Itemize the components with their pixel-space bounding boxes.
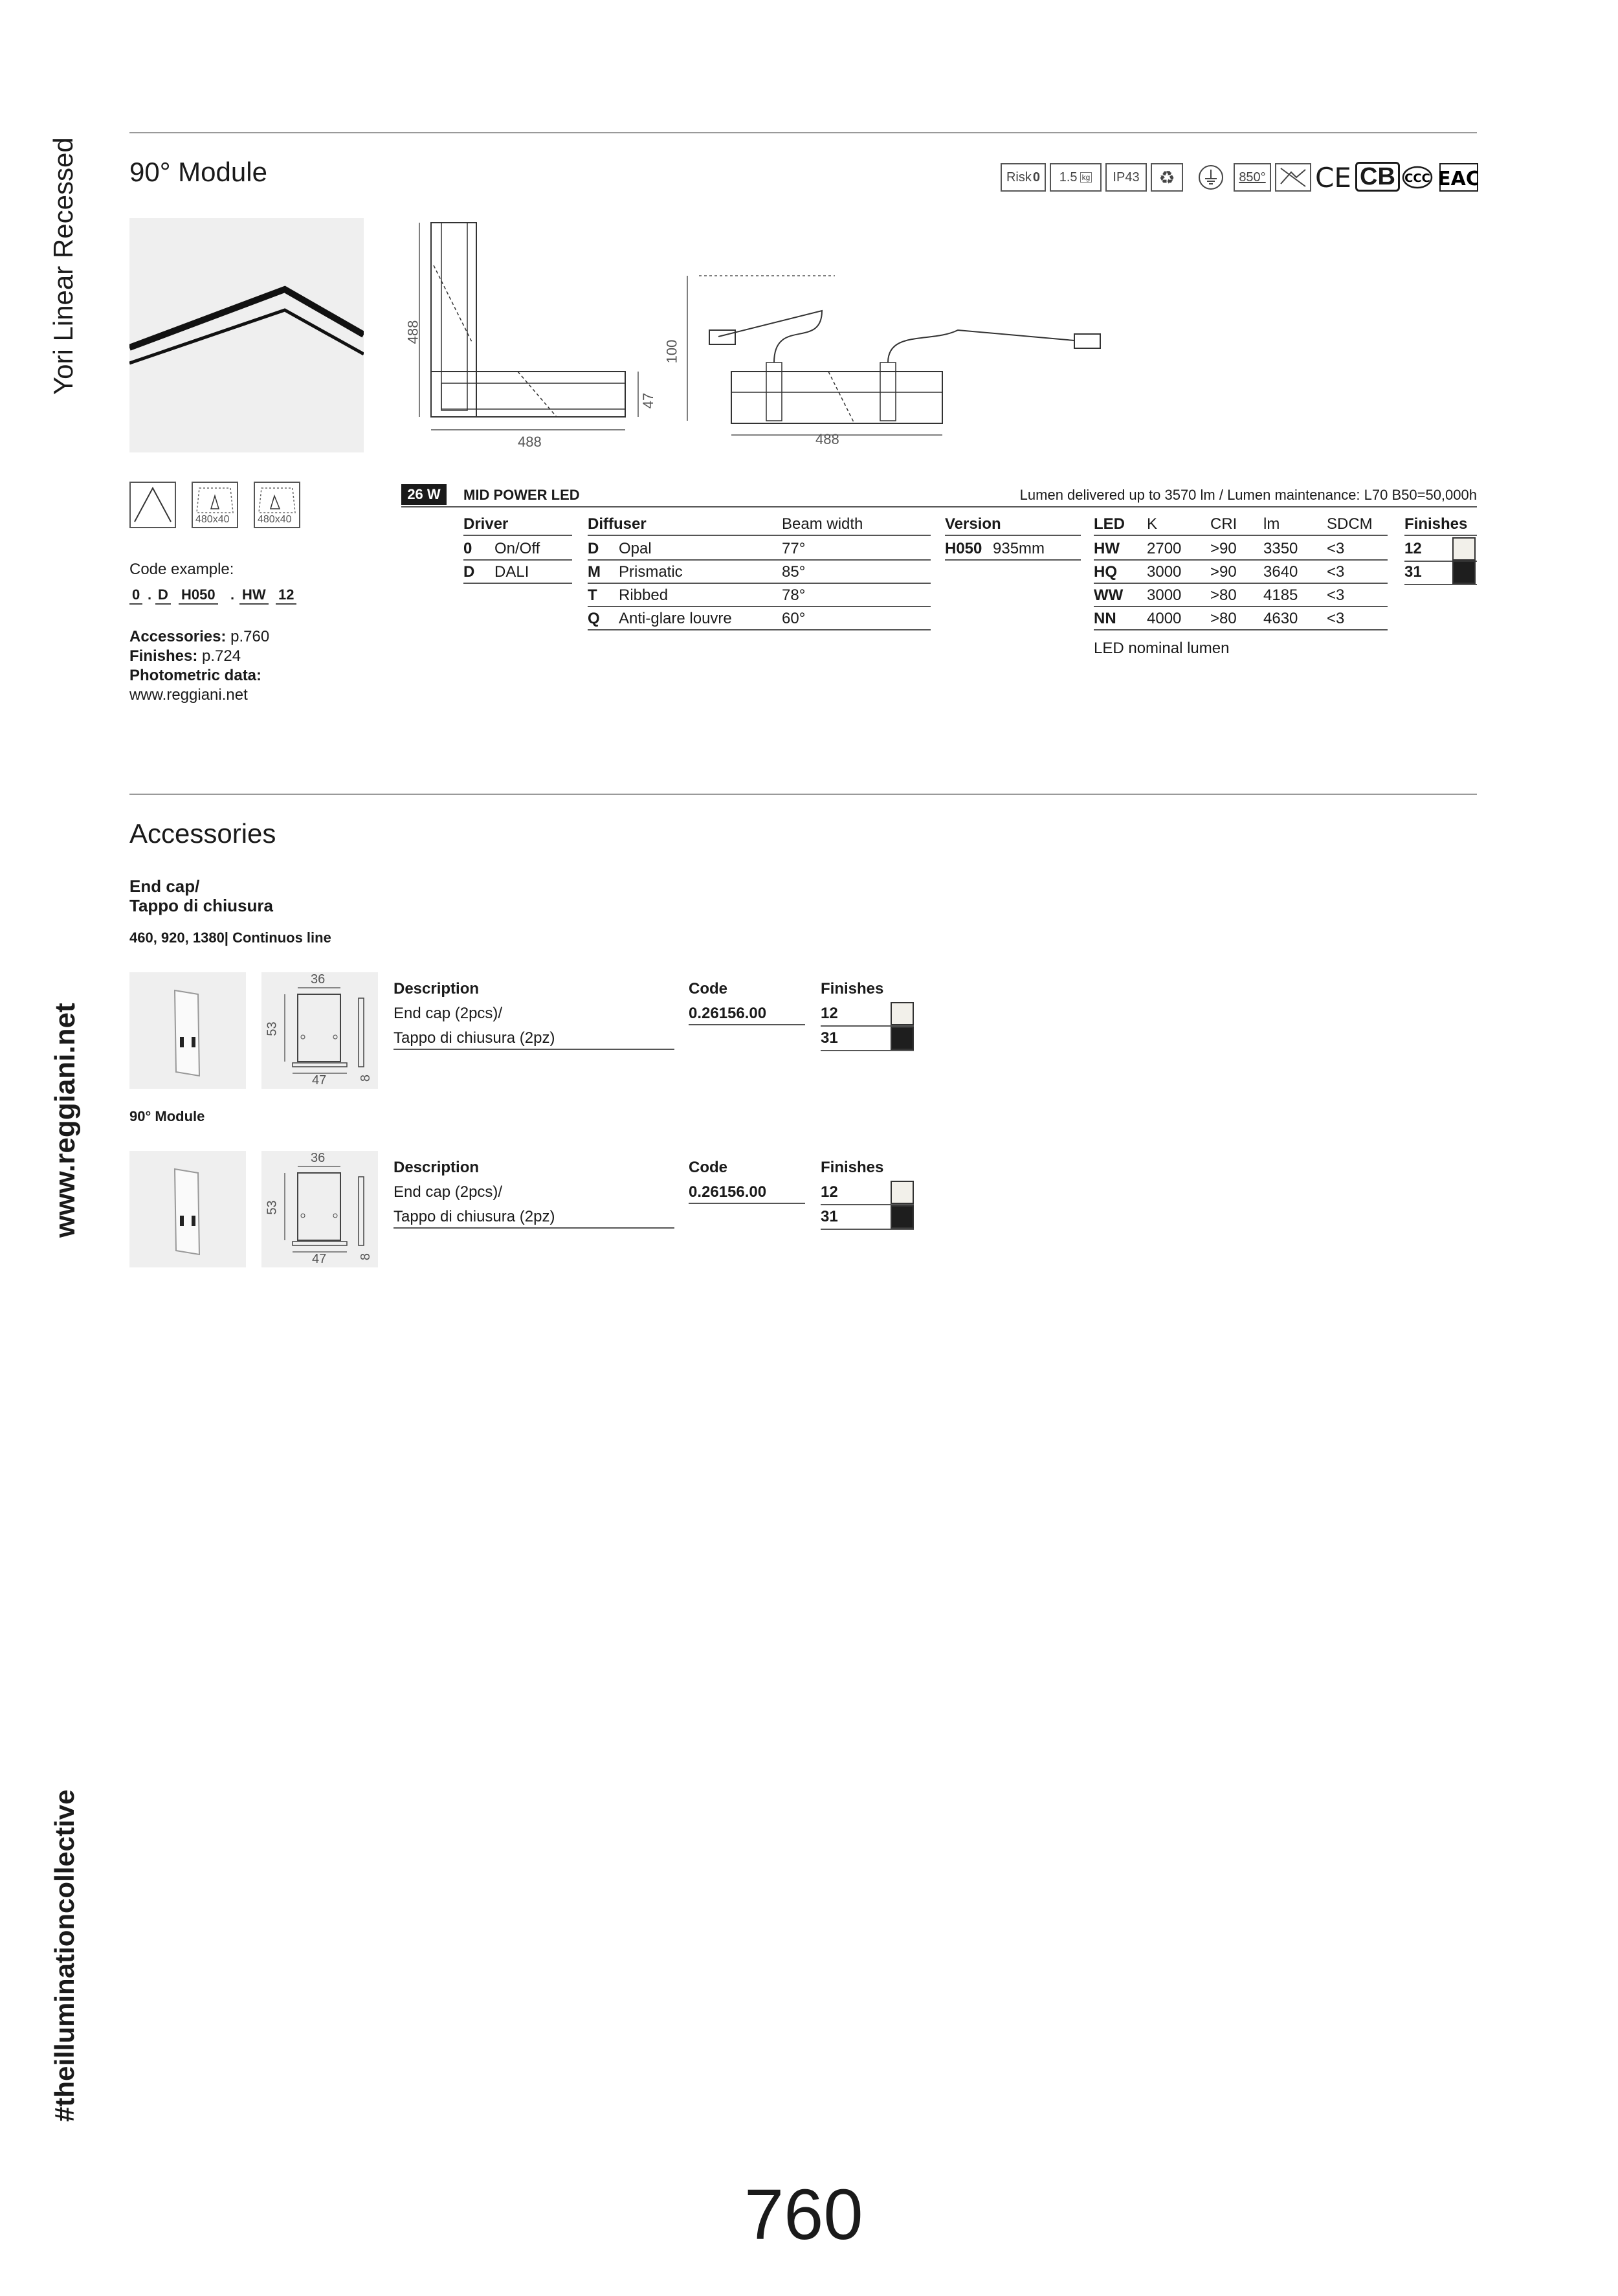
rule: [463, 583, 572, 584]
acc-header-description: Description: [393, 1159, 480, 1176]
endcap-drawing: [261, 1151, 378, 1267]
led-cri: >80: [1210, 586, 1237, 604]
acc-header-code: Code: [689, 1159, 727, 1176]
led-code: NN: [1094, 610, 1116, 627]
driver-code: D: [463, 563, 475, 581]
dim-height: 53: [265, 1200, 280, 1215]
ccc-mark: [1402, 164, 1433, 194]
led-lm: 4185: [1263, 586, 1298, 604]
led-k: 2700: [1147, 540, 1182, 557]
recycle-icon: ♻: [1151, 163, 1183, 192]
rule: [588, 583, 931, 584]
led-cri: >90: [1210, 563, 1237, 581]
product-image: [129, 218, 364, 452]
rule: [821, 1050, 914, 1051]
diffuser-name: Opal: [619, 540, 652, 557]
rule: [1094, 535, 1388, 536]
led-sdcm: <3: [1327, 586, 1345, 604]
rule: [463, 535, 572, 536]
side-website[interactable]: www.reggiani.net: [49, 1003, 81, 1238]
accessories-ref: Accessories: p.760: [129, 628, 270, 645]
rule: [1404, 535, 1477, 536]
acc-description: End cap (2pcs)/: [393, 1005, 503, 1022]
diffuser-beam: 60°: [782, 610, 806, 627]
rule: [1094, 606, 1388, 607]
acc-finish-swatch-black: [891, 1205, 914, 1229]
optic-icon-asymmetric-2: [254, 482, 300, 528]
endcap-drawing: [261, 972, 378, 1089]
led-code: HW: [1094, 540, 1120, 557]
dim-100: 100: [663, 339, 680, 364]
code-example-label: Code example:: [129, 561, 234, 578]
eac-mark: [1439, 163, 1478, 195]
acc-finish-code: 12: [821, 1183, 838, 1201]
code-part-version: H050: [179, 586, 218, 605]
led-lm: 3350: [1263, 540, 1298, 557]
group-label: 90° Module: [129, 1108, 205, 1124]
version-code: H050: [945, 540, 982, 557]
code-dot: .: [230, 586, 235, 603]
cb-mark: CB: [1355, 162, 1400, 192]
code-part-led: HW: [239, 586, 269, 605]
acc-finish-code: 31: [821, 1029, 838, 1047]
top-rule: [129, 132, 1477, 133]
dim-height: 53: [265, 1021, 280, 1036]
page-number: 760: [744, 2175, 863, 2255]
accessories-rule: [129, 794, 1477, 795]
acc-finish-swatch-black: [891, 1027, 914, 1050]
ce-mark: CE: [1315, 162, 1351, 194]
spec-top-rule: [401, 506, 1477, 507]
rule: [393, 1227, 674, 1229]
led-code: WW: [1094, 586, 1124, 604]
diffuser-code: D: [588, 540, 599, 557]
led-k: 4000: [1147, 610, 1182, 627]
acc-finish-swatch-white: [891, 1002, 914, 1025]
optic-icon-symmetric: [129, 482, 176, 528]
photometric-link[interactable]: www.reggiani.net: [129, 686, 248, 704]
driver-name: DALI: [494, 563, 529, 581]
led-note: LED nominal lumen: [1094, 640, 1230, 657]
led-k: 3000: [1147, 586, 1182, 604]
diffuser-name: Anti-glare louvre: [619, 610, 732, 627]
rule: [393, 1049, 674, 1050]
glow-wire-badge: 850°: [1234, 163, 1271, 192]
lumen-note: Lumen delivered up to 3570 lm / Lumen maintenance: L70 B50=50,000h: [1019, 487, 1477, 503]
rule: [588, 535, 931, 536]
dim-488-vertical: 488: [404, 320, 421, 344]
endcap-title: End cap/: [129, 876, 200, 896]
acc-description-it: Tappo di chiusura (2pz): [393, 1208, 555, 1225]
led-sdcm: <3: [1327, 563, 1345, 581]
code-dot: .: [148, 586, 152, 603]
svg-text:EAC: EAC: [1439, 168, 1478, 190]
rule: [821, 1229, 914, 1230]
driver-code: 0: [463, 540, 472, 557]
rule: [588, 606, 931, 607]
rule: [1404, 584, 1477, 585]
led-lm: 4630: [1263, 610, 1298, 627]
endcap-photo: [129, 1151, 246, 1267]
rule: [689, 1203, 805, 1204]
diffuser-beam: 77°: [782, 540, 806, 557]
led-sdcm: <3: [1327, 610, 1345, 627]
dim-47: 47: [640, 392, 657, 409]
code-part-diffuser: D: [155, 586, 171, 605]
module-title: 90° Module: [129, 157, 267, 187]
diffuser-name: Ribbed: [619, 586, 669, 604]
rule: [945, 535, 1081, 536]
diffuser-code: Q: [588, 610, 600, 627]
finish-code: 12: [1404, 540, 1422, 557]
svg-text:CCC: CCC: [1404, 172, 1430, 185]
rule: [1094, 583, 1388, 584]
dim-depth: 47: [312, 1252, 327, 1266]
side-series-title: Yori Linear Recessed: [48, 137, 78, 395]
technical-drawing-side: [660, 265, 1126, 453]
led-cri: >90: [1210, 540, 1237, 557]
header-lm: lm: [1263, 515, 1280, 533]
rule: [463, 559, 572, 561]
header-k: K: [1147, 515, 1158, 533]
finish-code: 31: [1404, 563, 1422, 581]
side-hashtag: #theilluminationcollective: [49, 1789, 80, 2122]
rule: [945, 559, 1081, 561]
led-sdcm: <3: [1327, 540, 1345, 557]
acc-header-finishes: Finishes: [821, 1159, 884, 1176]
driver-name: On/Off: [494, 540, 540, 557]
finish-swatch-white: [1452, 537, 1476, 561]
acc-finish-swatch-white: [891, 1181, 914, 1204]
acc-header-finishes: Finishes: [821, 980, 884, 998]
header-sdcm: SDCM: [1327, 515, 1373, 533]
no-covering-icon: [1275, 163, 1311, 192]
rule: [588, 559, 931, 561]
led-k: 3000: [1147, 563, 1182, 581]
diffuser-code: T: [588, 586, 597, 604]
finish-swatch-black: [1452, 561, 1476, 584]
power-badge: 26 W: [401, 484, 447, 505]
code-part-finish: 12: [276, 586, 296, 605]
header-beam: Beam width: [782, 515, 863, 533]
dim-488-side: 488: [815, 431, 839, 447]
finishes-ref: Finishes: p.724: [129, 647, 241, 665]
acc-header-code: Code: [689, 980, 727, 998]
led-cri: >80: [1210, 610, 1237, 627]
acc-description: End cap (2pcs)/: [393, 1183, 503, 1201]
acc-description-it: Tappo di chiusura (2pz): [393, 1029, 555, 1047]
optic-label-2: 480x40: [258, 514, 292, 525]
rule: [588, 629, 931, 630]
optic-icon-asymmetric-1: [192, 482, 238, 528]
led-lm: 3640: [1263, 563, 1298, 581]
header-finishes: Finishes: [1404, 515, 1468, 533]
acc-finish-code: 31: [821, 1208, 838, 1225]
header-driver: Driver: [463, 515, 509, 533]
weight-badge: 1.5 kg: [1050, 163, 1102, 192]
technical-drawing-plan: [401, 214, 657, 453]
diffuser-code: M: [588, 563, 601, 581]
diffuser-beam: 78°: [782, 586, 806, 604]
risk-badge: Risk 0: [1001, 163, 1046, 192]
acc-code: 0.26156.00: [689, 1005, 767, 1022]
diffuser-name: Prismatic: [619, 563, 683, 581]
rule: [689, 1024, 805, 1025]
earth-ground-icon: [1195, 163, 1227, 192]
dim-width: 36: [311, 972, 326, 986]
led-code: HQ: [1094, 563, 1117, 581]
header-cri: CRI: [1210, 515, 1237, 533]
accessories-title: Accessories: [129, 818, 276, 849]
dim-488-horizontal: 488: [518, 434, 542, 450]
dim-width: 36: [311, 1151, 326, 1165]
dim-thickness: 8: [359, 1074, 373, 1082]
dim-depth: 47: [312, 1073, 327, 1087]
optic-label-1: 480x40: [195, 514, 230, 525]
ip-badge: IP43: [1105, 163, 1147, 192]
header-led: LED: [1094, 515, 1125, 533]
diffuser-beam: 85°: [782, 563, 806, 581]
rule: [1094, 629, 1388, 630]
rule: [1094, 559, 1388, 561]
acc-header-description: Description: [393, 980, 480, 998]
acc-code: 0.26156.00: [689, 1183, 767, 1201]
endcap-title-it: Tappo di chiusura: [129, 896, 273, 915]
header-version: Version: [945, 515, 1001, 533]
code-part-driver: 0: [129, 586, 142, 605]
led-type: MID POWER LED: [463, 487, 580, 503]
endcap-photo: [129, 972, 246, 1089]
dim-thickness: 8: [359, 1253, 373, 1261]
photometric-ref: Photometric data:: [129, 667, 262, 684]
header-diffuser: Diffuser: [588, 515, 647, 533]
acc-finish-code: 12: [821, 1005, 838, 1022]
group-label: 460, 920, 1380| Continuos line: [129, 930, 331, 946]
version-length: 935mm: [993, 540, 1045, 557]
